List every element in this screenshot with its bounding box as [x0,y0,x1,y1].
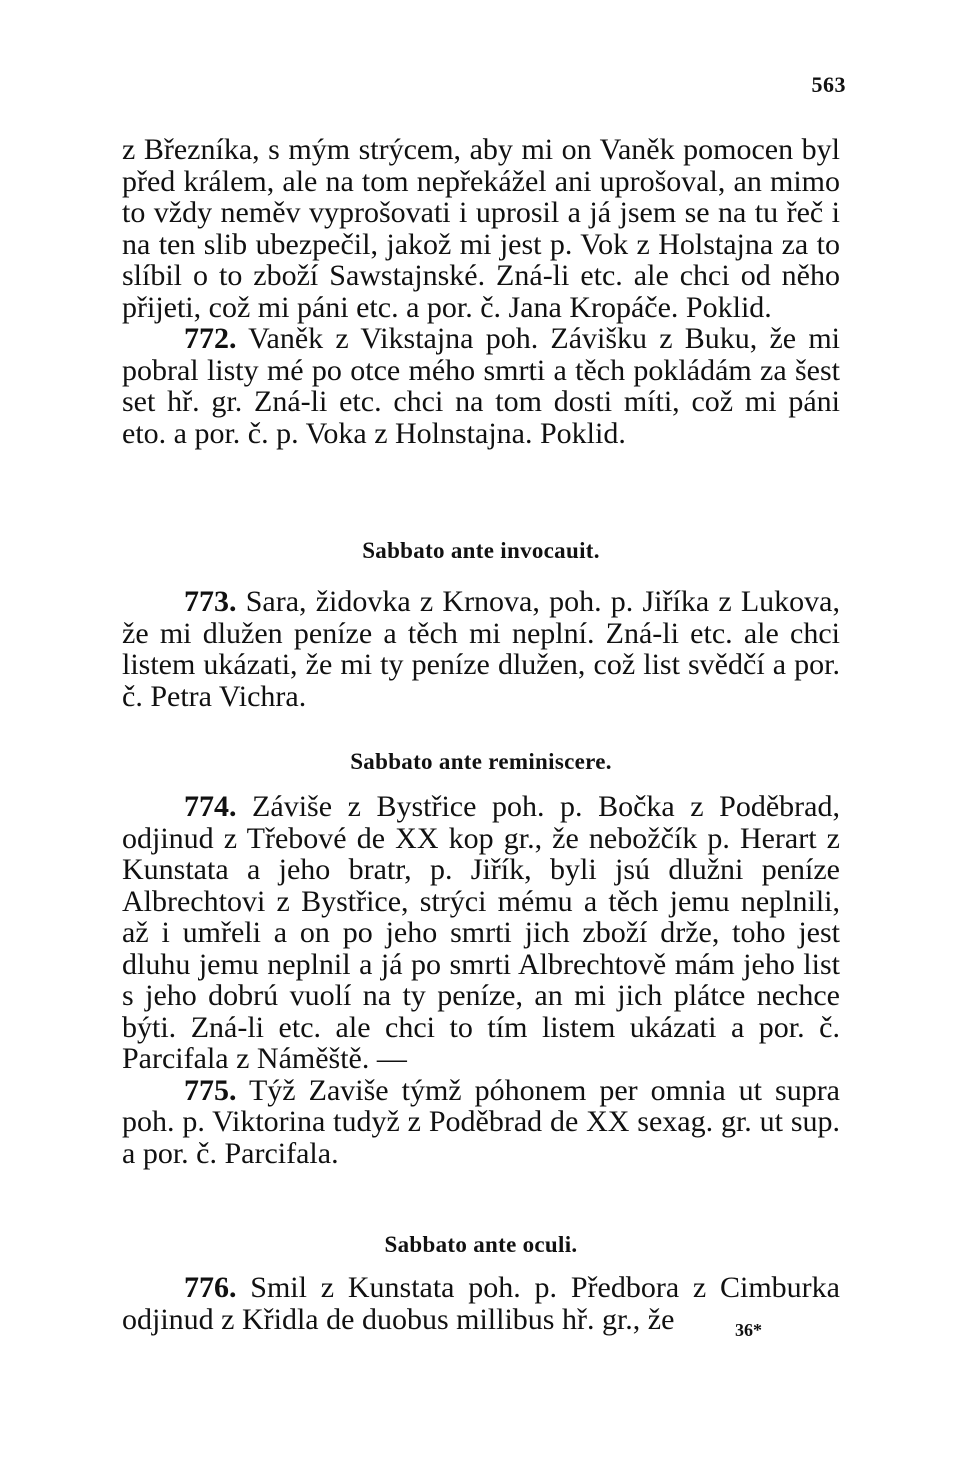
text-block-4 [122,1272,840,1335]
entry-774 [122,791,840,1075]
signature-mark: 36* [735,1320,762,1340]
entry-773 [122,586,840,712]
paragraph-continuation: z Březníka, s mým strýcem, aby mi on Vaněk pomocen byl před králem, ale na tom nepřekážel ani uprošoval, an mimo to vždy neměv vyprošovati i uprosil a já jsem se na tu řeč i na ten slib ubezpečil, jakož mi jest p. Vok z Holstajna za to slíbil o to zboží Sawstajnské. Zná-li etc. ale chci od něho přijeti, což mi páni etc. a por. č. Jana Kropáče. Poklid. [122,133,840,324]
text-block-2 [122,586,840,712]
entry-776 [122,1272,840,1335]
page-number: 563 [811,72,846,97]
entry-text: Vaněk z Vikstajna poh. Závišku z Buku, že mi pobral listy mé po otce mého smrti a těch pokládám za šest set hř. gr. Zná-li etc. chci na tom dosti míti, což mi páni eto. a por. č. p. Voka z Holnstajna. Poklid. [122,322,840,450]
entry-text: Týž Zaviše týmž póhonem per omnia ut supra poh. p. Viktorina tudyž z Poděbrad de XX sexag. gr. ut sup. a por. č. Parcifala. [122,1073,840,1170]
entry-text: Smil z Kunstata poh. p. Předbora z Cimburka odjinud z Křidla de duobus millibus hř. gr., že [122,1271,840,1336]
text-block-1 [122,134,840,449]
entry-number: 776. [184,1271,237,1304]
entry-number: 772. [184,322,237,355]
section-heading-oculi: Sabbato ante oculi. [384,1232,578,1257]
entry-text: Záviše z Bystřice poh. p. Bočka z Poděbrad, odjinud z Třebové de XX kop gr., že nebožčík p. Herart z Kunstata a jeho bratr, p. Jiřík, byli jsú dlužni peníze Albrechtovi z Bystřice, strýci mému a těch jemu neplnili, až i umřeli a on po jeho smrti jich zboží drže, toho jest dluhu jemu neplnil a já po smrti Albrechtově mám jeho list s jeho dobrú vuolí na ty peníze, an mi jich plátce nechce býti. Zná-li etc. ale chci to tím listem ukázati a por. č. Parcifala z Náměště. — [122,790,840,1075]
entry-number: 773. [184,585,237,618]
entry-number: 774. [184,790,237,823]
entry-text: Sara, židovka z Krnova, poh. p. Jiříka z Lukova, že mi dlužen peníze a těch mi neplní. Zná-li etc. ale chci listem ukázati, že mi ty peníze dlužen, což list svědčí a por. č. Petra Vichra. [122,585,840,713]
entry-772 [122,323,840,449]
section-heading-invocauit: Sabbato ante invocauit. [362,538,600,563]
text-block-3 [122,791,840,1169]
entry-number: 775. [184,1073,237,1107]
section-heading-reminiscere: Sabbato ante reminiscere. [350,749,612,774]
entry-775 [122,1075,840,1170]
